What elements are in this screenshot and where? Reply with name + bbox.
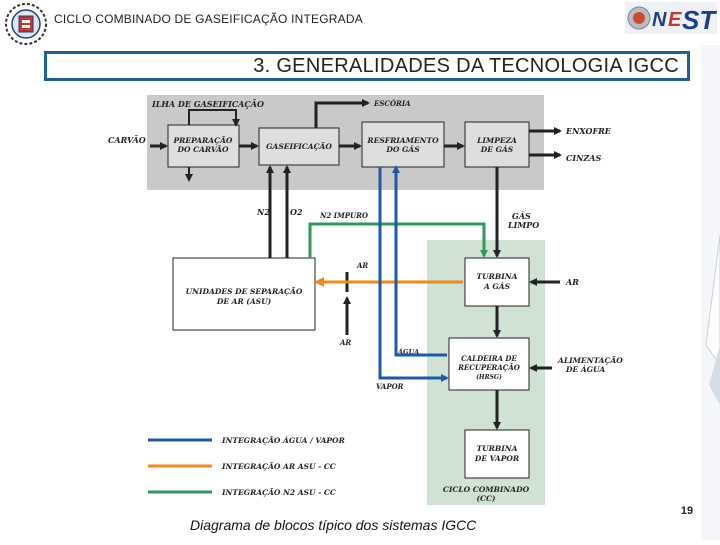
block-asu-line2: DE AR (ASU) — [216, 297, 272, 306]
block-caldeira-line3: (HRSG) — [476, 374, 502, 381]
label-ar-right: AR — [566, 277, 579, 287]
block-gaseificacao-label: GASEIFICAÇÃO — [266, 142, 332, 151]
logo-letter-e: E — [668, 9, 682, 31]
block-caldeira-line2: RECUPERAÇÃO — [458, 363, 520, 372]
block-resfriamento-line2: DO GÁS — [386, 145, 420, 154]
legend-blue-label: INTEGRAÇÃO ÁGUA / VAPOR — [222, 436, 345, 445]
block-turbina-gas-line1: TURBINA — [476, 272, 518, 281]
block-limpeza-line2: DE GÁS — [480, 145, 514, 154]
block-turbina-gas-line2: A GÁS — [483, 282, 511, 291]
label-escoria: ESCÓRIA — [374, 99, 411, 108]
label-n2-impuro: N2 IMPURO — [320, 211, 369, 220]
label-enxofre: ENXOFRE — [566, 126, 611, 136]
label-gas-limpo-1: GÁS — [512, 211, 531, 221]
ilha-label: ILHA DE GASEIFICAÇÃO — [152, 99, 264, 109]
block-turbina-vapor-line1: TURBINA — [476, 444, 518, 453]
label-alim-2: DE ÁGUA — [566, 365, 606, 374]
label-carvao: CARVÃO — [108, 135, 146, 145]
page-number: 19 — [680, 505, 694, 517]
block-caldeira-line1: CALDEIRA DE — [461, 354, 517, 363]
block-preparacao-line2: DO CARVÃO — [177, 145, 229, 154]
legend-green-label: INTEGRAÇÃO N2 ASU - CC — [222, 488, 336, 497]
logo-letters-st: ST — [682, 5, 716, 34]
label-ar-bottom: AR — [340, 338, 352, 347]
label-gas-limpo-2: LIMPO — [508, 220, 540, 230]
block-turbina-vapor-line2: DE VAPOR — [474, 454, 520, 463]
block-limpeza-line1: LIMPEZA — [477, 136, 517, 145]
logo-letter-n: N — [652, 9, 667, 31]
block-preparacao-line1: PREPARAÇÃO — [173, 136, 233, 145]
block-asu-line1: UNIDADES DE SEPARAÇÃO — [185, 287, 303, 296]
legend-orange-label: INTEGRAÇÃO AR ASU - CC — [222, 462, 336, 471]
figure-caption: Diagrama de blocos típico dos sistemas IGCC — [190, 517, 477, 533]
label-vapor: VAPOR — [376, 382, 404, 391]
cc-label-line2: (CC) — [476, 494, 496, 503]
section-title: 3. GENERALIDADES DA TECNOLOGIA IGCC — [253, 55, 679, 77]
header-title: CICLO COMBINADO DE GASEIFICAÇÃO INTEGRADA — [54, 12, 363, 26]
label-o2: O2 — [290, 207, 303, 217]
cc-label-line1: CICLO COMBINADO — [442, 485, 530, 494]
label-ar-top: AR — [357, 261, 369, 270]
label-agua: ÁGUA — [398, 348, 420, 356]
label-alim-1: ALIMENTAÇÃO — [558, 356, 623, 365]
label-cinzas: CINZAS — [566, 153, 602, 163]
block-resfriamento-line1: RESFRIAMENTO — [367, 136, 439, 145]
label-n2: N2 — [257, 207, 270, 217]
